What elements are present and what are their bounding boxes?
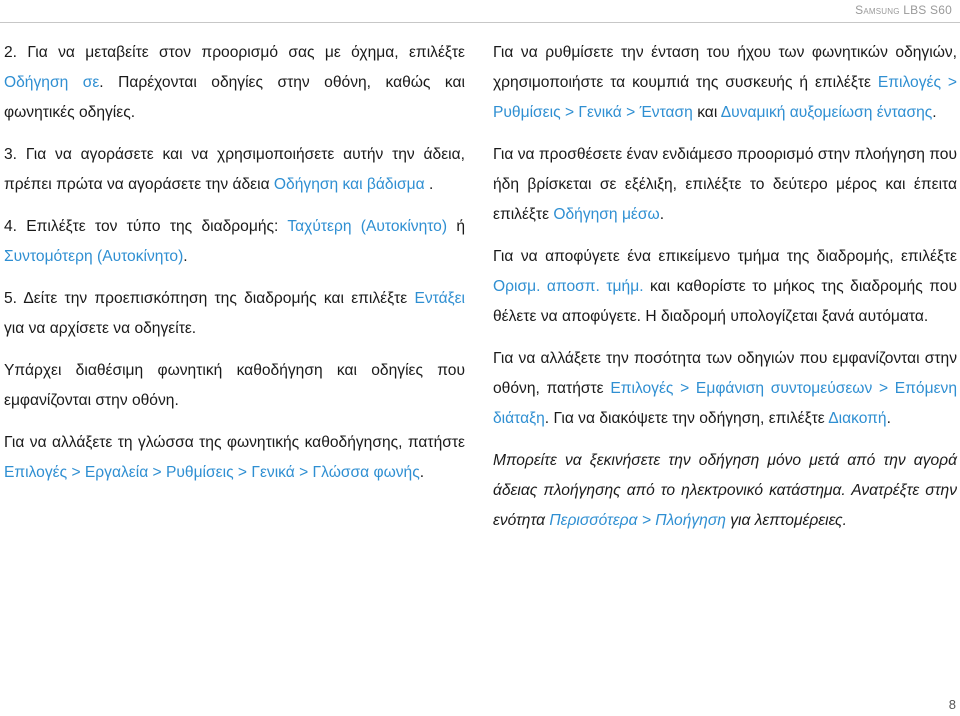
paragraph-waypoint [493, 140, 957, 230]
link-drive-via[interactable]: Οδήγηση μέσω [553, 206, 660, 223]
step-text: Για να μεταβείτε στον προορισμό σας με όχημα, επιλέξτε [17, 44, 465, 61]
step-text: ή [447, 218, 465, 235]
step-number: 4. [4, 218, 18, 235]
paragraph-avoid-segment [493, 242, 957, 332]
paragraph-text: Για να αλλάξετε τη γλώσσα της φωνητικής καθοδήγησης, πατήστε [4, 434, 465, 451]
step-text: Επιλέξτε τον τύπο της διαδρομής: [17, 218, 288, 235]
step-3 [4, 140, 465, 200]
link-volume-path[interactable]: Επιλογές > Ρυθμίσεις > Γενικά > Ένταση [493, 74, 957, 121]
brand-header: Samsung LBS S60 [855, 3, 952, 17]
paragraph-text: . [932, 104, 937, 121]
left-column [4, 38, 465, 500]
right-column [493, 38, 957, 548]
paragraph-language [4, 428, 465, 488]
paragraph-text: Για να αλλάξετε την ποσότητα των οδηγιών που εμφανίζονται στην οθόνη, πατήστε [493, 350, 957, 397]
link-ok[interactable]: Εντάξει [414, 290, 465, 307]
paragraph-text: Για να αποφύγετε ένα επικείμενο τμήμα της διαδρομής, επιλέξτε [493, 248, 957, 265]
step-number: 3. [4, 146, 18, 163]
paragraph-voice-guidance: Υπάρχει διαθέσιμη φωνητική καθοδήγηση και οδηγίες που εμφανίζονται στην οθόνη. [4, 362, 465, 409]
paragraph-text: Για να ρυθμίσετε την ένταση του ήχου των φωνητικών οδηγιών, χρησιμοποιήστε τα κουμπιά της συσκευής ή επιλέξτε [493, 44, 957, 91]
link-stop[interactable]: Διακοπή [828, 410, 887, 427]
step-2 [4, 38, 465, 128]
link-set-detour[interactable]: Ορισμ. αποσπ. τμήμ. [493, 278, 644, 295]
link-shortest-car[interactable]: Συντομότερη (Αυτοκίνητο) [4, 248, 184, 265]
paragraph-volume [493, 38, 957, 128]
paragraph-text: . [419, 464, 425, 481]
paragraph-text: . Για να διακόψετε την οδήγηση, επιλέξτε [544, 410, 829, 427]
paragraph-text: . [659, 206, 665, 223]
paragraph-text: και [692, 104, 721, 121]
step-5 [4, 284, 465, 344]
link-next-layout-path[interactable]: Επιλογές > Εμφάνιση συντομεύσεων > Επόμενη διάταξη [493, 380, 957, 427]
step-text: Για να αγοράσετε και να χρησιμοποιήσετε αυτήν την άδεια, πρέπει πρώτα να αγοράσετε την άδεια [4, 146, 465, 193]
link-more-navigation[interactable]: Περισσότερα > Πλοήγηση [549, 512, 726, 529]
page-number: 8 [948, 697, 956, 712]
paragraph-text: Για να προσθέσετε έναν ενδιάμεσο προορισμό στην πλοήγηση που ήδη βρίσκεται σε εξέλιξη, επιλέξτε το δεύτερο μέρος και έπειτα επιλέξτε [493, 146, 957, 223]
paragraph-shortcuts [493, 344, 957, 434]
paragraph-text: και καθορίστε το μήκος της διαδρομής που θέλετε να αποφύγετε. Η διαδρομή υπολογίζεται ξανά αυτόματα. [493, 278, 957, 325]
step-text: Δείτε την προεπισκόπηση της διαδρομής και επιλέξτε [17, 290, 415, 307]
paragraph-license-note [493, 446, 957, 536]
step-4 [4, 212, 465, 272]
step-number: 2. [4, 44, 18, 61]
step-text: . [183, 248, 188, 265]
link-fastest-car[interactable]: Ταχύτερη (Αυτοκίνητο) [287, 218, 448, 235]
paragraph-text: για λεπτομέρειες. [725, 512, 847, 529]
link-drive-and-walk[interactable]: Οδήγηση και βάδισμα [273, 176, 425, 193]
step-text: . Παρέχονται οδηγίες στην οθόνη, καθώς και φωνητικές οδηγίες. [4, 74, 465, 121]
link-dynamic-volume[interactable]: Δυναμική αυξομείωση έντασης [720, 104, 933, 121]
paragraph-text: . [886, 410, 891, 427]
header-divider [0, 22, 960, 23]
step-text: για να αρχίσετε να οδηγείτε. [4, 320, 197, 337]
paragraph-text: Μπορείτε να ξεκινήσετε την οδήγηση μόνο μετά από την αγορά άδειας πλοήγησης από το ηλεκτρονικό κατάστημα. Ανατρέξτε στην ενότητα [493, 452, 957, 529]
link-voice-language-path[interactable]: Επιλογές > Εργαλεία > Ρυθμίσεις > Γενικά > Γλώσσα φωνής [4, 464, 420, 481]
link-drive-to[interactable]: Οδήγηση σε [4, 74, 100, 91]
step-number: 5. [4, 290, 18, 307]
step-text: . [424, 176, 434, 193]
